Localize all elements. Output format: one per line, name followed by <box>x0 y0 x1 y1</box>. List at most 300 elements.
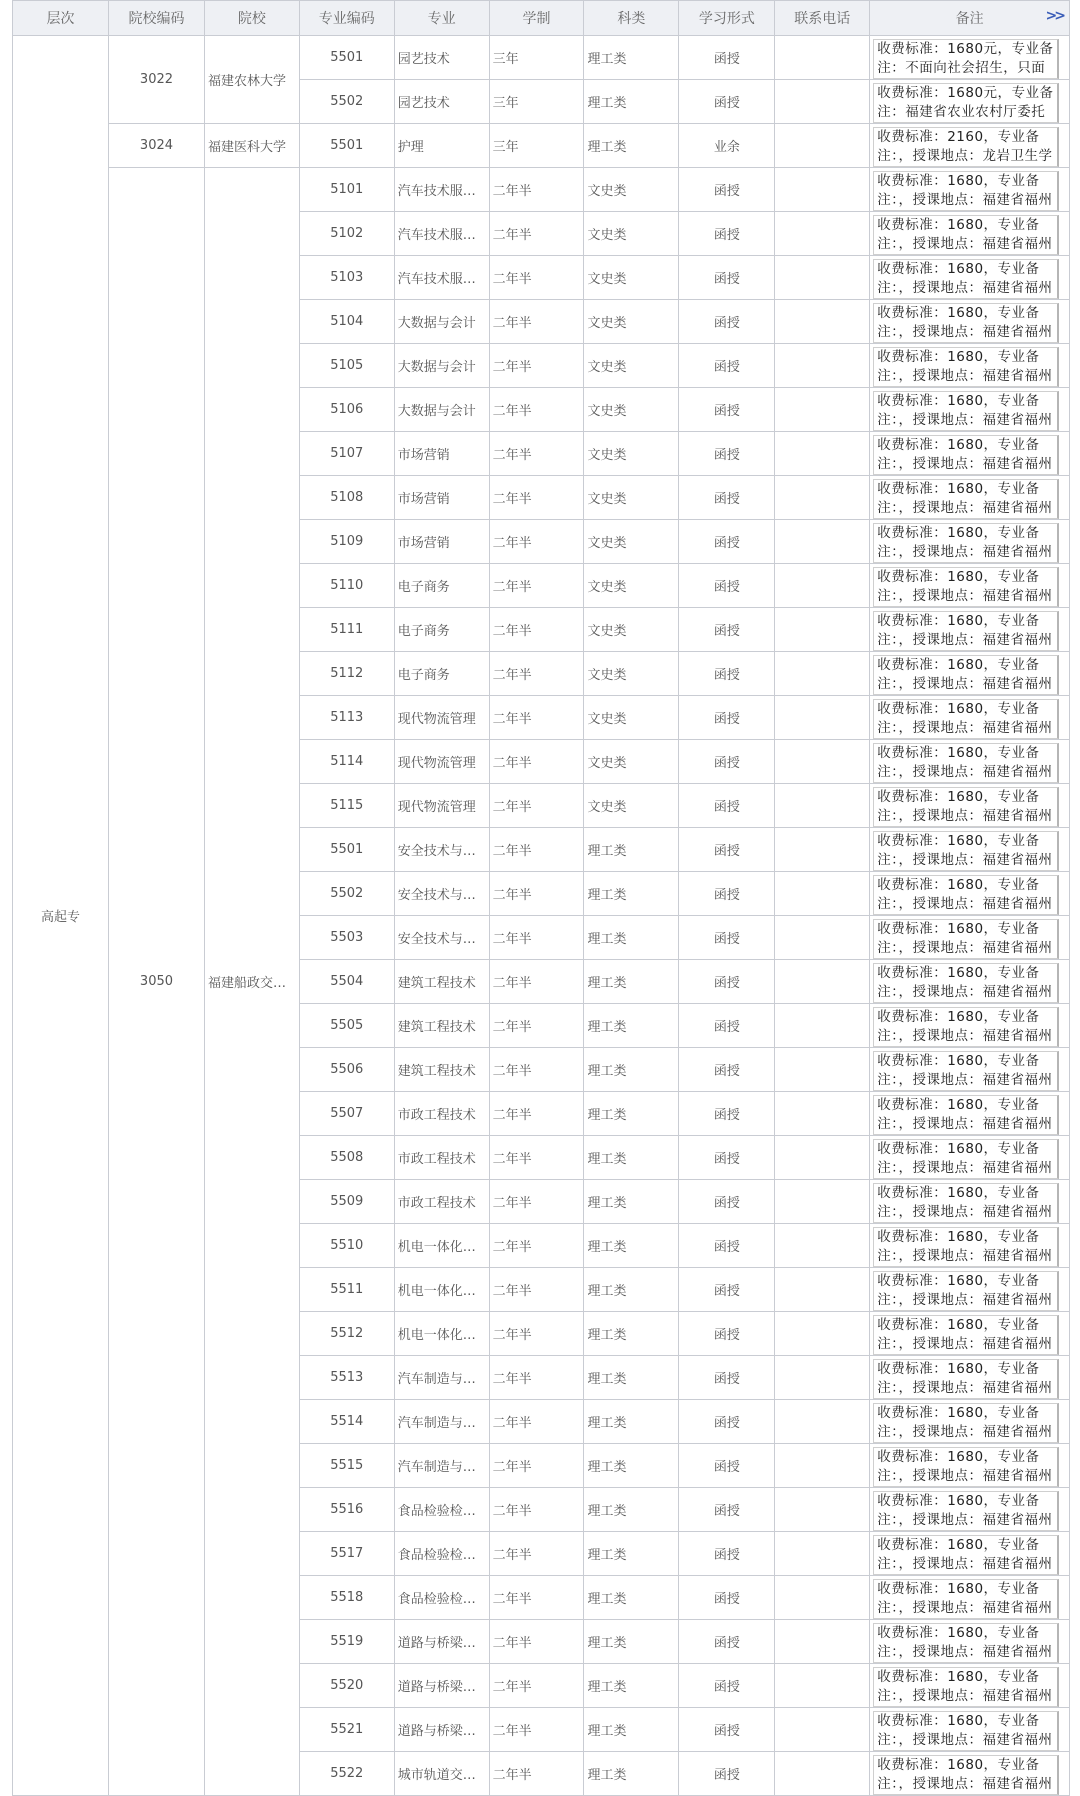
study-mode-cell: 函授 <box>679 652 775 696</box>
remark-text: 收费标准：1680，专业备注：，授课地点：福建省福州 <box>873 171 1059 211</box>
category-cell: 文史类 <box>584 168 679 212</box>
study-mode-cell: 函授 <box>679 1400 775 1444</box>
major-name-cell: 食品检验检… <box>394 1576 489 1620</box>
remark-text: 收费标准：1680元，专业备注：不面向社会招生，只面 <box>873 39 1059 79</box>
header-school: 院校 <box>204 1 299 36</box>
remark-text: 收费标准：1680，专业备注：，授课地点：福建省福州 <box>873 1315 1059 1355</box>
major-code-cell: 5114 <box>299 740 394 784</box>
duration-cell: 二年半 <box>489 696 584 740</box>
study-mode-cell: 函授 <box>679 740 775 784</box>
major-code-cell: 5501 <box>299 36 394 80</box>
category-cell: 理工类 <box>584 1224 679 1268</box>
study-mode-cell: 函授 <box>679 168 775 212</box>
remark-cell <box>870 1356 1070 1400</box>
major-code-cell: 5504 <box>299 960 394 1004</box>
major-code-cell: 5508 <box>299 1136 394 1180</box>
study-mode-cell: 函授 <box>679 1664 775 1708</box>
major-name-cell: 汽车制造与… <box>394 1400 489 1444</box>
header-major: 专业 <box>394 1 489 36</box>
remark-cell <box>870 212 1070 256</box>
duration-cell: 二年半 <box>489 388 584 432</box>
category-cell: 理工类 <box>584 1004 679 1048</box>
remark-cell <box>870 168 1070 212</box>
remark-cell <box>870 1664 1070 1708</box>
phone-cell <box>775 916 870 960</box>
remark-cell <box>870 1532 1070 1576</box>
major-name-cell: 汽车技术服… <box>394 256 489 300</box>
study-mode-cell: 函授 <box>679 1444 775 1488</box>
phone-cell <box>775 168 870 212</box>
phone-cell <box>775 1180 870 1224</box>
duration-cell: 二年半 <box>489 1136 584 1180</box>
major-code-cell: 5515 <box>299 1444 394 1488</box>
category-cell: 理工类 <box>584 1664 679 1708</box>
phone-cell <box>775 388 870 432</box>
remark-text: 收费标准：1680，专业备注：，授课地点：福建省福州 <box>873 1007 1059 1047</box>
remark-text: 收费标准：1680，专业备注：，授课地点：福建省福州 <box>873 391 1059 431</box>
remark-cell <box>870 1576 1070 1620</box>
duration-cell: 二年半 <box>489 1312 584 1356</box>
category-cell: 文史类 <box>584 652 679 696</box>
study-mode-cell: 函授 <box>679 80 775 124</box>
major-name-cell: 城市轨道交… <box>394 1752 489 1796</box>
major-code-cell: 5502 <box>299 872 394 916</box>
major-name-cell: 汽车技术服… <box>394 168 489 212</box>
study-mode-cell: 函授 <box>679 1180 775 1224</box>
major-code-cell: 5505 <box>299 1004 394 1048</box>
remark-cell <box>870 1312 1070 1356</box>
phone-cell <box>775 1092 870 1136</box>
remark-text: 收费标准：1680，专业备注：，授课地点：福建省福州 <box>873 523 1059 563</box>
header-level: 层次 <box>13 1 109 36</box>
major-code-cell: 5106 <box>299 388 394 432</box>
remark-text: 收费标准：1680，专业备注：，授课地点：福建省福州 <box>873 1227 1059 1267</box>
remark-text: 收费标准：1680，专业备注：，授课地点：福建省福州 <box>873 963 1059 1003</box>
remark-text: 收费标准：1680，专业备注：，授课地点：福建省福州 <box>873 655 1059 695</box>
study-mode-cell: 函授 <box>679 1312 775 1356</box>
enrollment-table-container <box>12 0 1070 1792</box>
remark-cell <box>870 1268 1070 1312</box>
category-cell: 理工类 <box>584 1488 679 1532</box>
remark-text: 收费标准：1680，专业备注：，授课地点：福建省福州 <box>873 875 1059 915</box>
major-name-cell: 市政工程技术 <box>394 1180 489 1224</box>
duration-cell: 二年半 <box>489 520 584 564</box>
category-cell: 文史类 <box>584 784 679 828</box>
duration-cell: 二年半 <box>489 1004 584 1048</box>
remark-cell <box>870 828 1070 872</box>
remark-cell <box>870 300 1070 344</box>
remark-cell <box>870 872 1070 916</box>
major-name-cell: 市政工程技术 <box>394 1092 489 1136</box>
major-code-cell: 5514 <box>299 1400 394 1444</box>
major-name-cell: 现代物流管理 <box>394 784 489 828</box>
category-cell: 理工类 <box>584 1708 679 1752</box>
phone-cell <box>775 652 870 696</box>
phone-cell <box>775 1620 870 1664</box>
major-name-cell: 汽车制造与… <box>394 1356 489 1400</box>
major-name-cell: 汽车技术服… <box>394 212 489 256</box>
remark-cell <box>870 476 1070 520</box>
study-mode-cell: 函授 <box>679 916 775 960</box>
major-name-cell: 市场营销 <box>394 520 489 564</box>
phone-cell <box>775 1004 870 1048</box>
category-cell: 理工类 <box>584 1312 679 1356</box>
study-mode-cell: 函授 <box>679 872 775 916</box>
phone-cell <box>775 608 870 652</box>
major-name-cell: 建筑工程技术 <box>394 1004 489 1048</box>
major-name-cell: 食品检验检… <box>394 1532 489 1576</box>
major-code-cell: 5105 <box>299 344 394 388</box>
major-name-cell: 建筑工程技术 <box>394 960 489 1004</box>
major-code-cell: 5516 <box>299 1488 394 1532</box>
category-cell: 文史类 <box>584 388 679 432</box>
remark-text: 收费标准：1680元，专业备注：福建省农业农村厅委托 <box>873 83 1059 123</box>
study-mode-cell: 函授 <box>679 388 775 432</box>
major-code-cell: 5108 <box>299 476 394 520</box>
phone-cell <box>775 1708 870 1752</box>
school-name-cell: 福建农林大学 <box>204 36 299 124</box>
major-name-cell: 园艺技术 <box>394 80 489 124</box>
study-mode-cell: 函授 <box>679 1752 775 1796</box>
duration-cell: 二年半 <box>489 740 584 784</box>
remark-text: 收费标准：1680，专业备注：，授课地点：福建省福州 <box>873 611 1059 651</box>
category-cell: 理工类 <box>584 872 679 916</box>
major-name-cell: 现代物流管理 <box>394 696 489 740</box>
study-mode-cell: 函授 <box>679 212 775 256</box>
remark-cell <box>870 1048 1070 1092</box>
duration-cell: 二年半 <box>489 256 584 300</box>
major-name-cell: 现代物流管理 <box>394 740 489 784</box>
duration-cell: 二年半 <box>489 212 584 256</box>
duration-cell: 二年半 <box>489 1620 584 1664</box>
duration-cell: 二年半 <box>489 784 584 828</box>
remark-cell <box>870 608 1070 652</box>
header-duration: 学制 <box>489 1 584 36</box>
duration-cell: 二年半 <box>489 872 584 916</box>
major-name-cell: 机电一体化… <box>394 1268 489 1312</box>
major-name-cell: 护理 <box>394 124 489 168</box>
major-code-cell: 5112 <box>299 652 394 696</box>
major-code-cell: 5520 <box>299 1664 394 1708</box>
major-code-cell: 5103 <box>299 256 394 300</box>
major-code-cell: 5517 <box>299 1532 394 1576</box>
remark-cell <box>870 1400 1070 1444</box>
remark-text: 收费标准：1680，专业备注：，授课地点：福建省福州 <box>873 1579 1059 1619</box>
remark-text: 收费标准：1680，专业备注：，授课地点：福建省福州 <box>873 1535 1059 1575</box>
duration-cell: 二年半 <box>489 916 584 960</box>
remark-text: 收费标准：1680，专业备注：，授课地点：福建省福州 <box>873 1447 1059 1487</box>
phone-cell <box>775 520 870 564</box>
major-name-cell: 安全技术与… <box>394 828 489 872</box>
remark-text: 收费标准：1680，专业备注：，授课地点：福建省福州 <box>873 1359 1059 1399</box>
enrollment-table <box>12 0 1070 1796</box>
study-mode-cell: 函授 <box>679 1532 775 1576</box>
remark-cell <box>870 1136 1070 1180</box>
category-cell: 理工类 <box>584 1092 679 1136</box>
study-mode-cell: 函授 <box>679 784 775 828</box>
duration-cell: 二年半 <box>489 1444 584 1488</box>
category-cell: 理工类 <box>584 80 679 124</box>
major-code-cell: 5111 <box>299 608 394 652</box>
major-name-cell: 道路与桥梁… <box>394 1708 489 1752</box>
major-code-cell: 5506 <box>299 1048 394 1092</box>
remark-text: 收费标准：1680，专业备注：，授课地点：福建省福州 <box>873 567 1059 607</box>
phone-cell <box>775 696 870 740</box>
major-code-cell: 5503 <box>299 916 394 960</box>
major-name-cell: 大数据与会计 <box>394 388 489 432</box>
phone-cell <box>775 256 870 300</box>
major-code-cell: 5513 <box>299 1356 394 1400</box>
phone-cell <box>775 564 870 608</box>
double-chevron-right-icon[interactable]: >> <box>1045 8 1063 24</box>
major-name-cell: 电子商务 <box>394 608 489 652</box>
study-mode-cell: 函授 <box>679 960 775 1004</box>
remark-text: 收费标准：1680，专业备注：，授课地点：福建省福州 <box>873 1667 1059 1707</box>
major-code-cell: 5501 <box>299 828 394 872</box>
remark-cell <box>870 520 1070 564</box>
study-mode-cell: 函授 <box>679 300 775 344</box>
phone-cell <box>775 80 870 124</box>
major-code-cell: 5113 <box>299 696 394 740</box>
category-cell: 文史类 <box>584 432 679 476</box>
duration-cell: 二年半 <box>489 1708 584 1752</box>
remark-text: 收费标准：1680，专业备注：，授课地点：福建省福州 <box>873 435 1059 475</box>
remark-text: 收费标准：2160，专业备注：，授课地点：龙岩卫生学 <box>873 127 1059 167</box>
major-name-cell: 电子商务 <box>394 652 489 696</box>
major-name-cell: 园艺技术 <box>394 36 489 80</box>
major-code-cell: 5501 <box>299 124 394 168</box>
category-cell: 理工类 <box>584 1268 679 1312</box>
duration-cell: 二年半 <box>489 608 584 652</box>
duration-cell: 二年半 <box>489 1268 584 1312</box>
phone-cell <box>775 960 870 1004</box>
remark-text: 收费标准：1680，专业备注：，授课地点：福建省福州 <box>873 919 1059 959</box>
remark-text: 收费标准：1680，专业备注：，授课地点：福建省福州 <box>873 787 1059 827</box>
phone-cell <box>775 1444 870 1488</box>
phone-cell <box>775 124 870 168</box>
remark-cell <box>870 784 1070 828</box>
major-code-cell: 5509 <box>299 1180 394 1224</box>
remark-text: 收费标准：1680，专业备注：，授课地点：福建省福州 <box>873 1403 1059 1443</box>
major-name-cell: 大数据与会计 <box>394 300 489 344</box>
duration-cell: 三年 <box>489 36 584 80</box>
category-cell: 理工类 <box>584 1180 679 1224</box>
phone-cell <box>775 212 870 256</box>
remark-text: 收费标准：1680，专业备注：，授课地点：福建省福州 <box>873 479 1059 519</box>
major-code-cell: 5507 <box>299 1092 394 1136</box>
duration-cell: 三年 <box>489 80 584 124</box>
remark-cell <box>870 36 1070 80</box>
remark-cell <box>870 256 1070 300</box>
header-category: 科类 <box>584 1 679 36</box>
school-code-cell: 3024 <box>108 124 204 168</box>
study-mode-cell: 函授 <box>679 1576 775 1620</box>
major-name-cell: 机电一体化… <box>394 1224 489 1268</box>
study-mode-cell: 业余 <box>679 124 775 168</box>
study-mode-cell: 函授 <box>679 1268 775 1312</box>
remark-text: 收费标准：1680，专业备注：，授课地点：福建省福州 <box>873 743 1059 783</box>
remark-cell <box>870 124 1070 168</box>
study-mode-cell: 函授 <box>679 1620 775 1664</box>
duration-cell: 二年半 <box>489 1752 584 1796</box>
major-code-cell: 5522 <box>299 1752 394 1796</box>
remark-cell <box>870 564 1070 608</box>
phone-cell <box>775 1312 870 1356</box>
level-cell: 高起专 <box>13 36 109 1796</box>
duration-cell: 三年 <box>489 124 584 168</box>
remark-cell <box>870 1004 1070 1048</box>
remark-cell <box>870 1444 1070 1488</box>
school-code-cell: 3050 <box>108 168 204 1796</box>
major-name-cell: 大数据与会计 <box>394 344 489 388</box>
major-name-cell: 市场营销 <box>394 476 489 520</box>
remark-text: 收费标准：1680，专业备注：，授课地点：福建省福州 <box>873 699 1059 739</box>
duration-cell: 二年半 <box>489 1576 584 1620</box>
phone-cell <box>775 740 870 784</box>
remark-text: 收费标准：1680，专业备注：，授课地点：福建省福州 <box>873 1623 1059 1663</box>
category-cell: 理工类 <box>584 1620 679 1664</box>
phone-cell <box>775 476 870 520</box>
category-cell: 理工类 <box>584 1444 679 1488</box>
category-cell: 理工类 <box>584 1356 679 1400</box>
remark-cell <box>870 344 1070 388</box>
duration-cell: 二年半 <box>489 564 584 608</box>
phone-cell <box>775 1576 870 1620</box>
study-mode-cell: 函授 <box>679 36 775 80</box>
remark-cell <box>870 80 1070 124</box>
remark-cell <box>870 432 1070 476</box>
category-cell: 文史类 <box>584 520 679 564</box>
remark-text: 收费标准：1680，专业备注：，授课地点：福建省福州 <box>873 1183 1059 1223</box>
phone-cell <box>775 1400 870 1444</box>
remark-text: 收费标准：1680，专业备注：，授课地点：福建省福州 <box>873 1491 1059 1531</box>
duration-cell: 二年半 <box>489 1488 584 1532</box>
header-study-mode: 学习形式 <box>679 1 775 36</box>
remark-text: 收费标准：1680，专业备注：，授课地点：福建省福州 <box>873 303 1059 343</box>
major-code-cell: 5110 <box>299 564 394 608</box>
category-cell: 文史类 <box>584 564 679 608</box>
study-mode-cell: 函授 <box>679 256 775 300</box>
duration-cell: 二年半 <box>489 476 584 520</box>
major-code-cell: 5502 <box>299 80 394 124</box>
category-cell: 文史类 <box>584 256 679 300</box>
major-code-cell: 5519 <box>299 1620 394 1664</box>
table-header-row <box>13 1 1070 36</box>
category-cell: 理工类 <box>584 1048 679 1092</box>
school-code-cell: 3022 <box>108 36 204 124</box>
study-mode-cell: 函授 <box>679 432 775 476</box>
remark-cell <box>870 652 1070 696</box>
category-cell: 理工类 <box>584 1136 679 1180</box>
category-cell: 文史类 <box>584 300 679 344</box>
remark-cell <box>870 388 1070 432</box>
study-mode-cell: 函授 <box>679 1488 775 1532</box>
category-cell: 理工类 <box>584 124 679 168</box>
duration-cell: 二年半 <box>489 1664 584 1708</box>
duration-cell: 二年半 <box>489 1092 584 1136</box>
remark-cell <box>870 960 1070 1004</box>
major-code-cell: 5104 <box>299 300 394 344</box>
remark-cell <box>870 1488 1070 1532</box>
category-cell: 理工类 <box>584 36 679 80</box>
study-mode-cell: 函授 <box>679 828 775 872</box>
major-name-cell: 建筑工程技术 <box>394 1048 489 1092</box>
remark-cell <box>870 1752 1070 1796</box>
study-mode-cell: 函授 <box>679 1092 775 1136</box>
header-remark <box>870 1 1070 36</box>
table-row <box>13 168 1070 212</box>
category-cell: 文史类 <box>584 696 679 740</box>
phone-cell <box>775 1532 870 1576</box>
duration-cell: 二年半 <box>489 1400 584 1444</box>
category-cell: 理工类 <box>584 828 679 872</box>
category-cell: 文史类 <box>584 608 679 652</box>
header-remark-label: 备注 <box>955 11 984 27</box>
category-cell: 理工类 <box>584 960 679 1004</box>
remark-text: 收费标准：1680，专业备注：，授课地点：福建省福州 <box>873 1139 1059 1179</box>
duration-cell: 二年半 <box>489 1356 584 1400</box>
phone-cell <box>775 1664 870 1708</box>
phone-cell <box>775 344 870 388</box>
duration-cell: 二年半 <box>489 1532 584 1576</box>
school-name-cell: 福建船政交… <box>204 168 299 1796</box>
study-mode-cell: 函授 <box>679 1224 775 1268</box>
category-cell: 文史类 <box>584 344 679 388</box>
study-mode-cell: 函授 <box>679 1708 775 1752</box>
study-mode-cell: 函授 <box>679 344 775 388</box>
category-cell: 文史类 <box>584 740 679 784</box>
category-cell: 理工类 <box>584 1752 679 1796</box>
major-code-cell: 5510 <box>299 1224 394 1268</box>
remark-cell <box>870 916 1070 960</box>
phone-cell <box>775 1752 870 1796</box>
duration-cell: 二年半 <box>489 432 584 476</box>
phone-cell <box>775 1488 870 1532</box>
major-name-cell: 道路与桥梁… <box>394 1620 489 1664</box>
major-code-cell: 5512 <box>299 1312 394 1356</box>
study-mode-cell: 函授 <box>679 1356 775 1400</box>
table-body <box>13 36 1070 1796</box>
table-row <box>13 36 1070 80</box>
category-cell: 理工类 <box>584 1576 679 1620</box>
remark-cell <box>870 1708 1070 1752</box>
study-mode-cell: 函授 <box>679 1136 775 1180</box>
remark-cell <box>870 696 1070 740</box>
phone-cell <box>775 36 870 80</box>
duration-cell: 二年半 <box>489 1224 584 1268</box>
major-name-cell: 市场营销 <box>394 432 489 476</box>
remark-cell <box>870 1092 1070 1136</box>
header-phone: 联系电话 <box>775 1 870 36</box>
major-name-cell: 道路与桥梁… <box>394 1664 489 1708</box>
remark-cell <box>870 1224 1070 1268</box>
duration-cell: 二年半 <box>489 1180 584 1224</box>
remark-cell <box>870 740 1070 784</box>
major-code-cell: 5521 <box>299 1708 394 1752</box>
major-code-cell: 5101 <box>299 168 394 212</box>
phone-cell <box>775 300 870 344</box>
study-mode-cell: 函授 <box>679 1004 775 1048</box>
major-name-cell: 汽车制造与… <box>394 1444 489 1488</box>
category-cell: 文史类 <box>584 212 679 256</box>
category-cell: 理工类 <box>584 1400 679 1444</box>
study-mode-cell: 函授 <box>679 696 775 740</box>
remark-cell <box>870 1620 1070 1664</box>
major-code-cell: 5518 <box>299 1576 394 1620</box>
header-major-code: 专业编码 <box>299 1 394 36</box>
phone-cell <box>775 1356 870 1400</box>
category-cell: 文史类 <box>584 476 679 520</box>
